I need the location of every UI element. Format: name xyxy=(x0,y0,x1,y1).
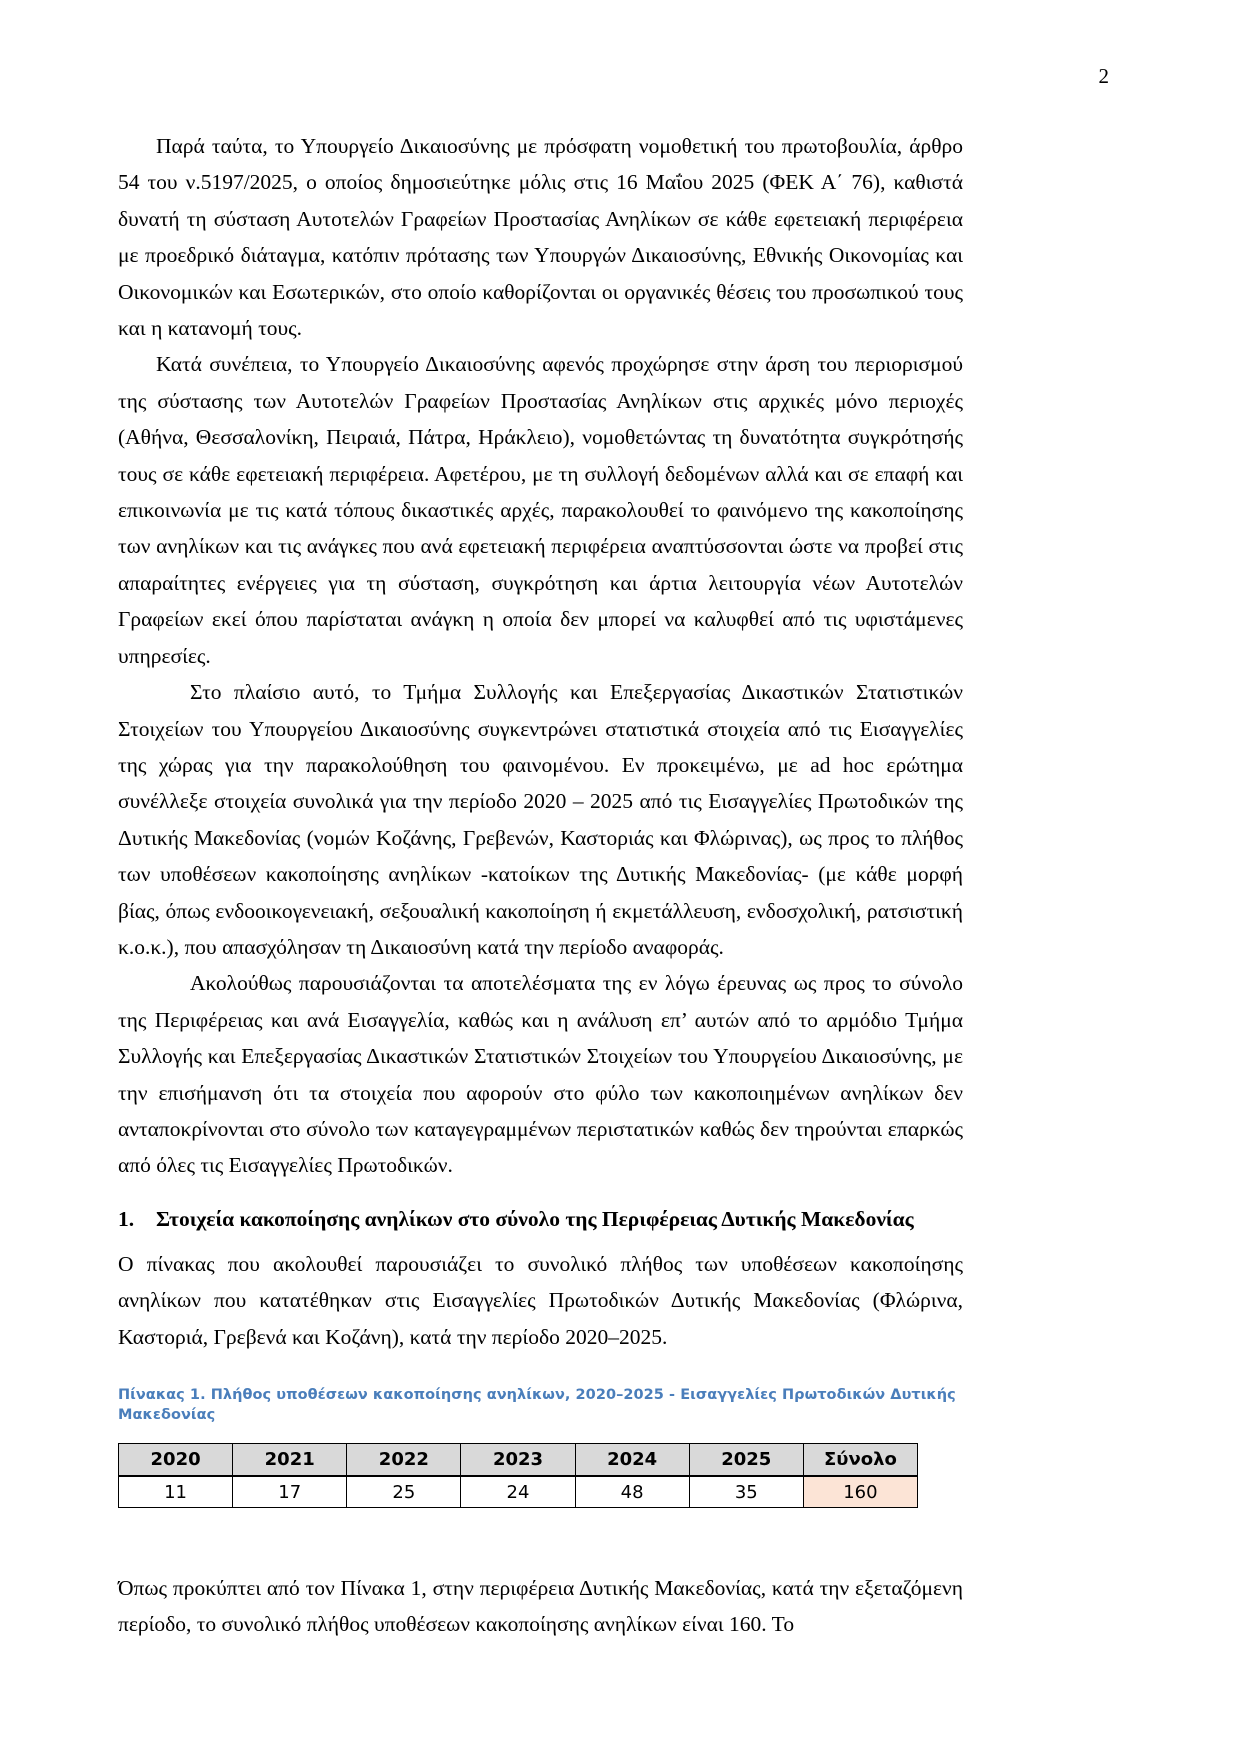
cell-total: 160 xyxy=(803,1476,917,1508)
table-header-2020: 2020 xyxy=(119,1444,233,1477)
paragraph-4: Ακολούθως παρουσιάζονται τα αποτελέσματα της εν λόγω έρευνας ως προς το σύνολο της Περιφέρειας και ανά Εισαγγελία, καθώς και η ανάλυση επ’ αυτών από το αρμόδιο Τμήμα Συλλογής και Επεξεργασίας Δικαστικών Στατιστικών Στοιχείων του Υπουργείου Δικαιοσύνης, με την επισήμανση ότι τα στοιχεία που αφορούν στο φύλο των κακοποιημένων ανηλίκων δεν ανταποκρίνονται στο σύνολο των καταγεγραμμένων περιστατικών καθώς δεν τηρούνται επαρκώς από όλες τις Εισαγγελίες Πρωτοδικών. xyxy=(118,971,963,1178)
table-header-row xyxy=(119,1444,918,1477)
paragraph-2: Κατά συνέπεια, το Υπουργείο Δικαιοσύνης αφενός προχώρησε στην άρση του περιορισμού της σύστασης των Αυτοτελών Γραφείων Προστασίας Ανηλίκων στις αρχικές μόνο περιοχές (Αθήνα, Θεσσαλονίκη, Πειραιά, Πάτρα, Ηράκλειο), νομοθετώντας τη δυνατότητα συγκρότησής τους σε κάθε εφετειακή περιφέρεια. Αφετέρου, με τη συλλογή δεδομένων αλλά και σε επαφή και επικοινωνία με τις κατά τόπους δικαστικές αρχές, παρακολουθεί το φαινόμενο της κακοποίησης των ανηλίκων και τις ανάγκες που ανά εφετειακή περιφέρεια αναπτύσσονται ώστε να προβεί στις απαραίτητες ενέργειες για τη σύσταση, συγκρότηση και άρτια λειτουργία νέων Αυτοτελών Γραφείων εκεί όπου παρίσταται ανάγκη η οποία δεν μπορεί να καλυφθεί από τις υφιστάμενες υπηρεσίες. xyxy=(118,352,963,668)
table-head xyxy=(119,1444,918,1477)
cell-2020: 11 xyxy=(119,1476,233,1508)
abuse-cases-table xyxy=(118,1443,918,1508)
table-caption: Πίνακας 1. Πλήθος υποθέσεων κακοποίησης ανηλίκων, 2020–2025 - Εισαγγελίες Πρωτοδικών Δυτικής Μακεδονίας xyxy=(118,1387,956,1423)
cell-2022: 25 xyxy=(347,1476,461,1508)
cell-2023: 24 xyxy=(461,1476,575,1508)
spacer-before-table-caption xyxy=(118,1355,963,1385)
section-heading-1 xyxy=(118,1202,963,1236)
spacer-before-table xyxy=(118,1425,963,1443)
section-number: 1. xyxy=(118,1206,135,1231)
spacer-after-table xyxy=(118,1508,963,1570)
closing-paragraph: Όπως προκύπτει από τον Πίνακα 1, στην περιφέρεια Δυτικής Μακεδονίας, κατά την εξεταζόμενη περίοδο, το συνολικό πλήθος υποθέσεων κακοποίησης ανηλίκων είναι 160. Το xyxy=(118,1576,963,1637)
paragraph-1: Παρά ταύτα, το Υπουργείο Δικαιοσύνης με πρόσφατη νομοθετική του πρωτοβουλία, άρθρο 54 του ν.5197/2025, ο οποίος δημοσιεύτηκε μόλις στις 16 Μαΐου 2025 (ΦΕΚ Α΄ 76), καθιστά δυνατή τη σύσταση Αυτοτελών Γραφείων Προστασίας Ανηλίκων σε κάθε εφετειακή περιφέρεια με προεδρικό διάταγμα, κατόπιν πρότασης των Υπουργών Δικαιοσύνης, Εθνικής Οικονομίας και Οικονομικών και Εσωτερικών, στο οποίο καθορίζονται οι οργανικές θέσεις του προσωπικού τους και η κατανομή τους. xyxy=(118,134,963,341)
spacer-before-heading xyxy=(118,1184,963,1202)
table-row xyxy=(119,1476,918,1508)
page-number: 2 xyxy=(1098,64,1109,88)
spacer-after-heading xyxy=(118,1236,963,1246)
cell-2025: 35 xyxy=(689,1476,803,1508)
paragraph-3: Στο πλαίσιο αυτό, το Τμήμα Συλλογής και Επεξεργασίας Δικαστικών Στατιστικών Στοιχείων του Υπουργείου Δικαιοσύνης συγκεντρώνει στατιστικά στοιχεία από τις Εισαγγελίες της χώρας για την παρακολούθηση του φαινομένου. Εν προκειμένω, με ad hoc ερώτημα συνέλλεξε στοιχεία συνολικά για την περίοδο 2020 – 2025 από τις Εισαγγελίες Πρωτοδικών της Δυτικής Μακεδονίας (νομών Κοζάνης, Γρεβενών, Καστοριάς και Φλώρινας), ως προς το πλήθος των υποθέσεων κακοποίησης ανηλίκων -κατοίκων της Δυτικής Μακεδονίας- (με κάθε μορφή βίας, όπως ενδοοικογενειακή, σεξουαλική κακοποίηση ή εκμετάλλευση, ενδοσχολική, ρατσιστική κ.ο.κ.), που απασχόλησαν τη Δικαιοσύνη κατά την περίοδο αναφοράς. xyxy=(118,680,963,959)
table-body xyxy=(119,1476,918,1508)
document-content xyxy=(118,128,963,1643)
cell-2024: 48 xyxy=(575,1476,689,1508)
table-header-2025: 2025 xyxy=(689,1444,803,1477)
table-header-2022: 2022 xyxy=(347,1444,461,1477)
cell-2021: 17 xyxy=(233,1476,347,1508)
table-header-2024: 2024 xyxy=(575,1444,689,1477)
table-header-2023: 2023 xyxy=(461,1444,575,1477)
section-intro-paragraph: Ο πίνακας που ακολουθεί παρουσιάζει το συνολικό πλήθος των υποθέσεων κακοποίησης ανηλίκων που κατατέθηκαν στις Εισαγγελίες Πρωτοδικών Δυτικής Μακεδονίας (Φλώρινα, Καστοριά, Γρεβενά και Κοζάνη), κατά την περίοδο 2020–2025. xyxy=(118,1251,963,1349)
section-title: Στοιχεία κακοποίησης ανηλίκων στο σύνολο της Περιφέρειας Δυτικής Μακεδονίας xyxy=(156,1206,914,1231)
table-header-total: Σύνολο xyxy=(803,1444,917,1477)
table-header-2021: 2021 xyxy=(233,1444,347,1477)
